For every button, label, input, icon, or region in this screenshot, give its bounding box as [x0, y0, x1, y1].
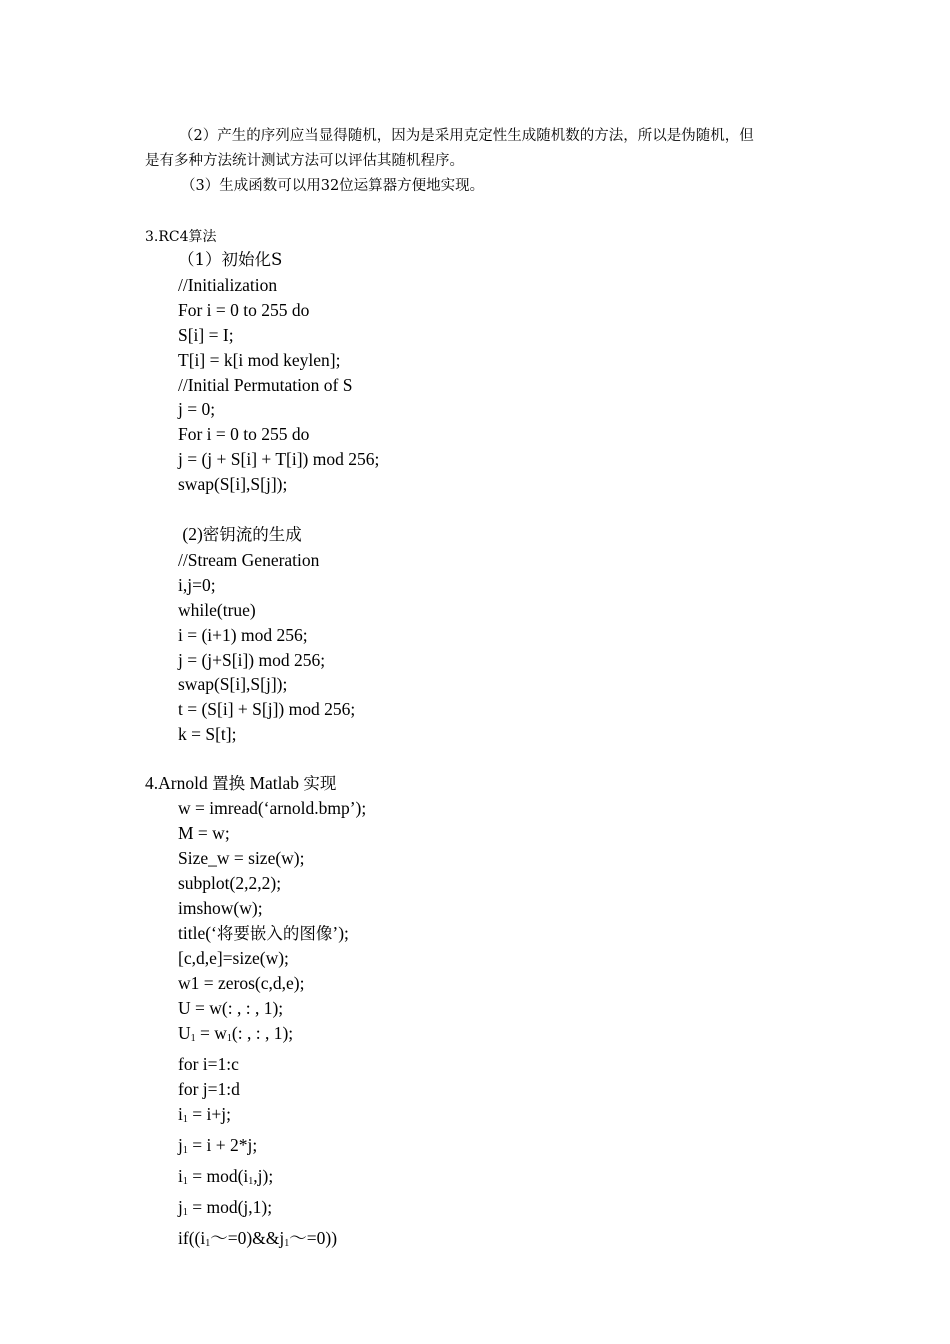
code-line-i1-1 [178, 1102, 366, 1133]
j1-2-a: j [178, 1196, 183, 1217]
code-line: k = S[t]; [178, 724, 237, 745]
code-line: [c,d,e]=size(w); [178, 948, 289, 969]
code-line: j = 0; [178, 399, 216, 420]
if-b: ～=0)&&j [210, 1227, 285, 1248]
code-line: U = w(: , : , 1); [178, 998, 284, 1019]
code-line: while(true) [178, 599, 256, 620]
u1-sub-1: 1 [190, 1033, 196, 1045]
code-line: w1 = zeros(c,d,e); [178, 973, 305, 994]
code-line-j1-1 [178, 1133, 366, 1164]
code-line: subplot(2,2,2); [178, 872, 282, 893]
if-sub-2: 1 [284, 1237, 290, 1249]
u1-a: U [178, 1023, 191, 1044]
j1-1-sub: 1 [182, 1144, 188, 1156]
i1-1-sub: 1 [182, 1113, 188, 1125]
code-line: w = imread(‘arnold.bmp’); [178, 798, 367, 818]
section-4-suffix: Matlab [245, 773, 304, 793]
title-prefix: title(‘ [178, 922, 217, 943]
code-line: t = (S[i] + S[j]) mod 256; [178, 699, 356, 720]
section-3-heading: 3.RC4算法 [145, 229, 217, 245]
init-heading: （1）初始化S [178, 250, 283, 269]
if-sub: 1 [205, 1237, 211, 1249]
code-line: for i=1:c [178, 1054, 239, 1075]
para-2-line-2: 是有多种方法统计测试方法可以评估其随机程序。 [145, 153, 464, 169]
u1-sub-2: 1 [226, 1033, 232, 1045]
if-a: if((i [178, 1227, 206, 1248]
i1-2-c: ,j); [253, 1165, 274, 1186]
code-line: j = (j+S[i]) mod 256; [178, 649, 326, 670]
code-line: i,j=0; [178, 574, 216, 595]
j1-2-sub: 1 [182, 1206, 188, 1218]
u1-c: (: , : , 1); [231, 1023, 294, 1044]
code-line: //Initialization [178, 274, 278, 295]
arnold-code-block [178, 796, 366, 1256]
j1-2-b: = mod(j,1); [187, 1196, 273, 1217]
j1-1-a: j [178, 1134, 183, 1155]
code-line: M = w; [178, 822, 230, 843]
code-line-u1 [178, 1021, 366, 1052]
code-line: swap(S[i],S[j]); [178, 674, 288, 695]
u1-b: = w [195, 1023, 227, 1044]
code-line: Size_w = size(w); [178, 847, 305, 868]
rc4-stream-block [178, 522, 355, 747]
code-line: for j=1:d [178, 1078, 240, 1099]
code-line: //Stream Generation [178, 549, 320, 570]
i1-2-b: = mod(i [187, 1165, 249, 1186]
code-line: j = (j + S[i] + T[i]) mod 256; [178, 449, 380, 470]
i1-2-sub: 1 [182, 1175, 188, 1187]
section-4-cjk: 置换 [212, 774, 246, 793]
code-line-title [178, 921, 366, 947]
code-line: //Initial Permutation of S [178, 374, 353, 395]
code-line: swap(S[i],S[j]); [178, 474, 288, 495]
i1-1-a: i [178, 1103, 183, 1124]
i1-2-sub-2: 1 [248, 1175, 254, 1187]
stream-heading-number: (2) [178, 524, 203, 544]
intro-paragraphs [145, 124, 810, 199]
code-line-if [178, 1226, 366, 1257]
title-cjk: 将要嵌入的图像 [216, 923, 333, 943]
i1-1-b: = i+j; [187, 1103, 231, 1124]
j1-1-b: = i + 2*j; [187, 1134, 258, 1155]
para-3: （3）生成函数可以用32位运算器方便地实现。 [181, 178, 485, 194]
code-line: imshow(w); [178, 897, 263, 918]
code-line-j1-2 [178, 1195, 366, 1226]
code-line: For i = 0 to 255 do [178, 299, 310, 320]
code-line: For i = 0 to 255 do [178, 424, 310, 445]
section-4-prefix: 4.Arnold [145, 773, 213, 793]
code-line-i1-2 [178, 1164, 366, 1195]
title-suffix: ’); [332, 922, 349, 943]
stream-heading-text: 密钥流的生成 [202, 525, 302, 544]
section-4-cjk-2: 实现 [303, 774, 337, 793]
rc4-init-block [178, 248, 379, 497]
code-line: S[i] = I; [178, 324, 234, 345]
para-2-line-1: （2）产生的序列应当显得随机，因为是采用克定性生成随机数的方法，所以是伪随机，但 [179, 128, 754, 144]
section-4-heading [145, 771, 336, 796]
code-line: T[i] = k[i mod keylen]; [178, 349, 341, 370]
i1-2-a: i [178, 1165, 183, 1186]
if-c: ～=0)) [289, 1227, 338, 1248]
code-line: i = (i+1) mod 256; [178, 624, 308, 645]
stream-heading [178, 522, 355, 548]
